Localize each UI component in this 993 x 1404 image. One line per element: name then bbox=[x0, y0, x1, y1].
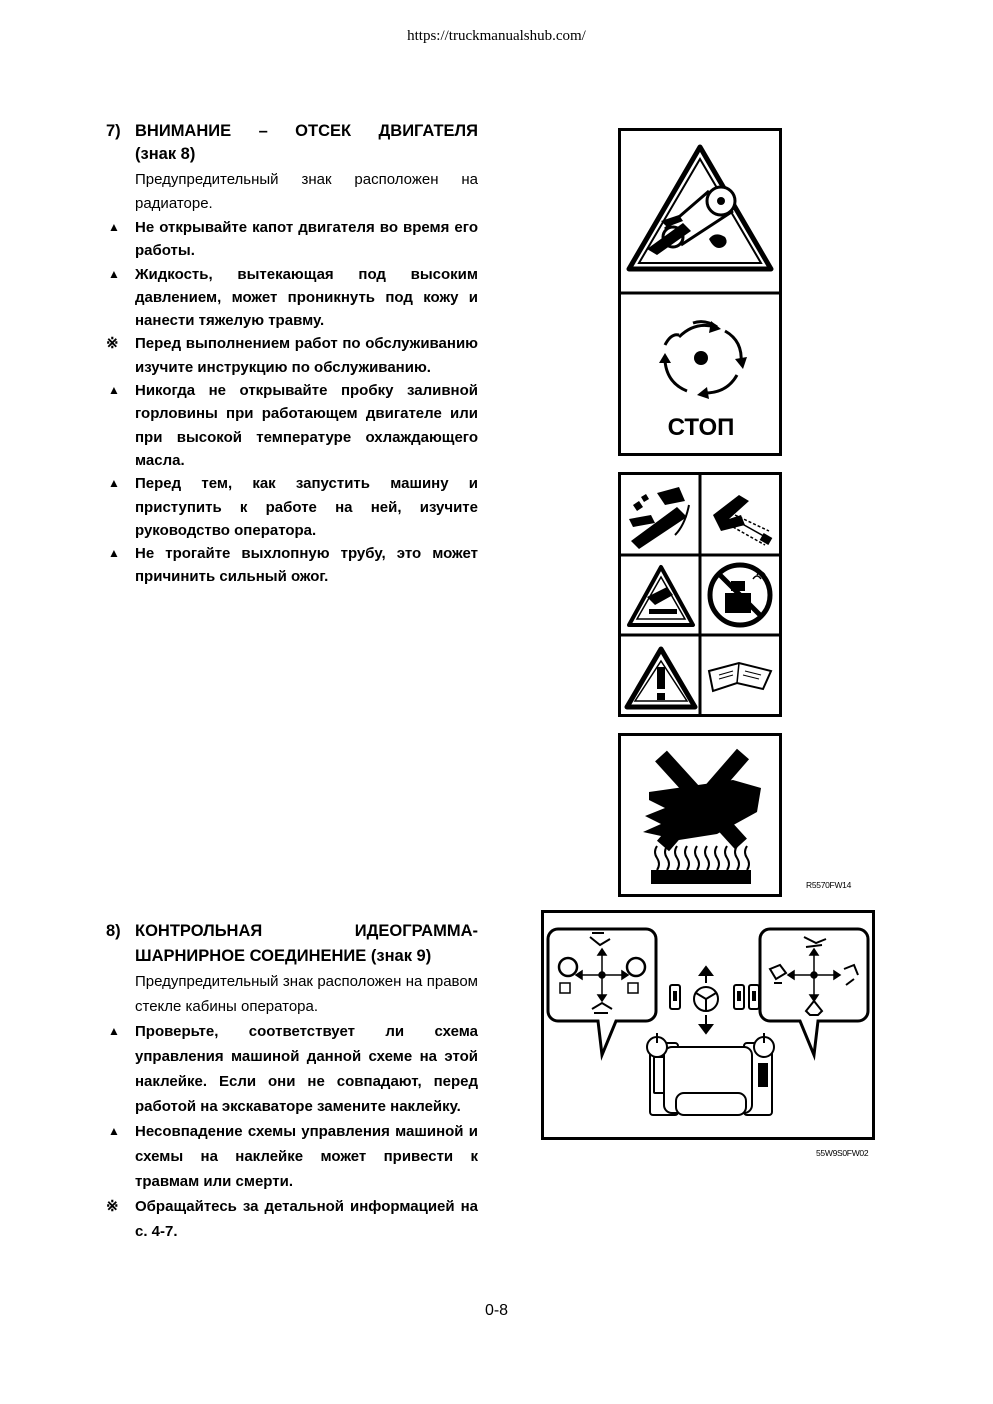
warning-item bbox=[106, 332, 478, 379]
figure-code-1: R5570FW14 bbox=[806, 880, 852, 890]
warning-item bbox=[106, 1194, 478, 1244]
section-8 bbox=[106, 919, 478, 1244]
section-7-number: 7) bbox=[106, 122, 121, 140]
hot-surface-sign-art bbox=[621, 736, 779, 894]
reference-mark-icon: ※ bbox=[106, 335, 119, 353]
exclamation-triangle-icon bbox=[627, 649, 695, 707]
stop-label: СТОП bbox=[667, 414, 735, 441]
warning-item bbox=[106, 379, 478, 472]
operator-seat-icon bbox=[647, 1033, 774, 1115]
rotating-fan-icon bbox=[659, 321, 747, 399]
warning-item-text: Проверьте, соответствует ли схема управления машиной данной схеме на этой наклейке. Если они не совпадают, перед работой на экскаваторе замените наклейку. bbox=[135, 1023, 478, 1115]
crush-hazard-triangle-icon bbox=[629, 567, 693, 625]
warning-triangle-icon: ▲ bbox=[108, 1124, 120, 1138]
hot-surface-sign bbox=[618, 733, 782, 897]
engine-warning-sign-art bbox=[621, 131, 779, 453]
warning-item bbox=[106, 472, 478, 542]
warning-triangle-icon: ▲ bbox=[108, 266, 120, 281]
section-8-intro: Предупредительный знак расположен на правом стекле кабины оператора. bbox=[135, 973, 478, 1015]
no-open-cap-icon bbox=[710, 565, 770, 625]
section-8-items bbox=[106, 1019, 478, 1244]
fluid-spray-hand-icon bbox=[713, 495, 772, 545]
hazard-pictogram-grid-art bbox=[621, 475, 779, 714]
warning-item-text: Перед выполнением работ по обслуживанию изучите инструкцию по обслуживанию. bbox=[135, 335, 478, 376]
section-7-intro: Предупредительный знак расположен на радиаторе. bbox=[135, 171, 478, 212]
warning-triangle-icon: ▲ bbox=[108, 1024, 120, 1038]
hazard-pictogram-grid bbox=[618, 472, 782, 717]
source-url[interactable]: https://truckmanualshub.com/ bbox=[407, 28, 586, 44]
warning-item bbox=[106, 542, 478, 589]
section-7-items bbox=[106, 216, 478, 589]
warning-item bbox=[106, 1019, 478, 1119]
high-pressure-hose-icon bbox=[629, 487, 689, 549]
warning-triangle-icon: ▲ bbox=[108, 476, 120, 491]
section-8-heading bbox=[106, 919, 478, 969]
section-8-title-line2: ШАРНИРНОЕ СОЕДИНЕНИЕ (знак 9) bbox=[135, 947, 432, 965]
section-8-title-line1: КОНТРОЛЬНАЯ ИДЕОГРАММА- bbox=[135, 922, 478, 940]
section-7-heading bbox=[106, 120, 478, 166]
warning-item bbox=[106, 216, 478, 263]
travel-pedals-icon bbox=[670, 967, 759, 1033]
control-pattern-sign-art bbox=[544, 913, 872, 1137]
warning-item-text: Обращайтесь за детальной информацией на с. 4-7. bbox=[135, 1198, 478, 1240]
section-7-title-line1: ВНИМАНИЕ – ОТСЕК ДВИГАТЕЛЯ bbox=[135, 122, 478, 140]
warning-triangle-icon: ▲ bbox=[108, 383, 120, 398]
warning-item-text: Жидкость, вытекающая под высоким давлением, может проникнуть под кожу и нанести тяжелую травму. bbox=[135, 265, 478, 330]
figure-code-2: 55W9S0FW02 bbox=[816, 1148, 869, 1158]
warning-item bbox=[106, 1119, 478, 1194]
warning-item-text: Перед тем, как запустить машину и приступить к работе на ней, изучите руководство оператора. bbox=[135, 475, 478, 539]
section-7 bbox=[106, 120, 478, 589]
warning-item-text: Не открывайте капот двигателя во время его работы. bbox=[135, 219, 478, 260]
warning-triangle-icon: ▲ bbox=[108, 546, 120, 561]
warning-item bbox=[106, 263, 478, 333]
reference-mark-icon: ※ bbox=[106, 1198, 119, 1215]
section-8-number: 8) bbox=[106, 922, 121, 940]
hot-surface-bar bbox=[651, 870, 751, 884]
warning-item-text: Никогда не открывайте пробку заливной горловины при работающем двигателе или при высокой температуре охлаждающего масла. bbox=[135, 382, 478, 469]
read-manual-icon bbox=[709, 663, 771, 691]
warning-item-text: Не трогайте выхлопную трубу, это может причинить сильный ожог. bbox=[135, 545, 478, 586]
entanglement-triangle-icon bbox=[629, 147, 771, 269]
section-7-title-line2: (знак 8) bbox=[135, 145, 196, 163]
warning-item-text: Несовпадение схемы управления машиной и схемы на наклейке может привести к травмам или смерти. bbox=[135, 1123, 478, 1190]
engine-warning-sign bbox=[618, 128, 782, 456]
warning-triangle-icon: ▲ bbox=[108, 220, 120, 234]
page-number: 0-8 bbox=[484, 1302, 509, 1319]
control-pattern-sign bbox=[541, 910, 875, 1140]
